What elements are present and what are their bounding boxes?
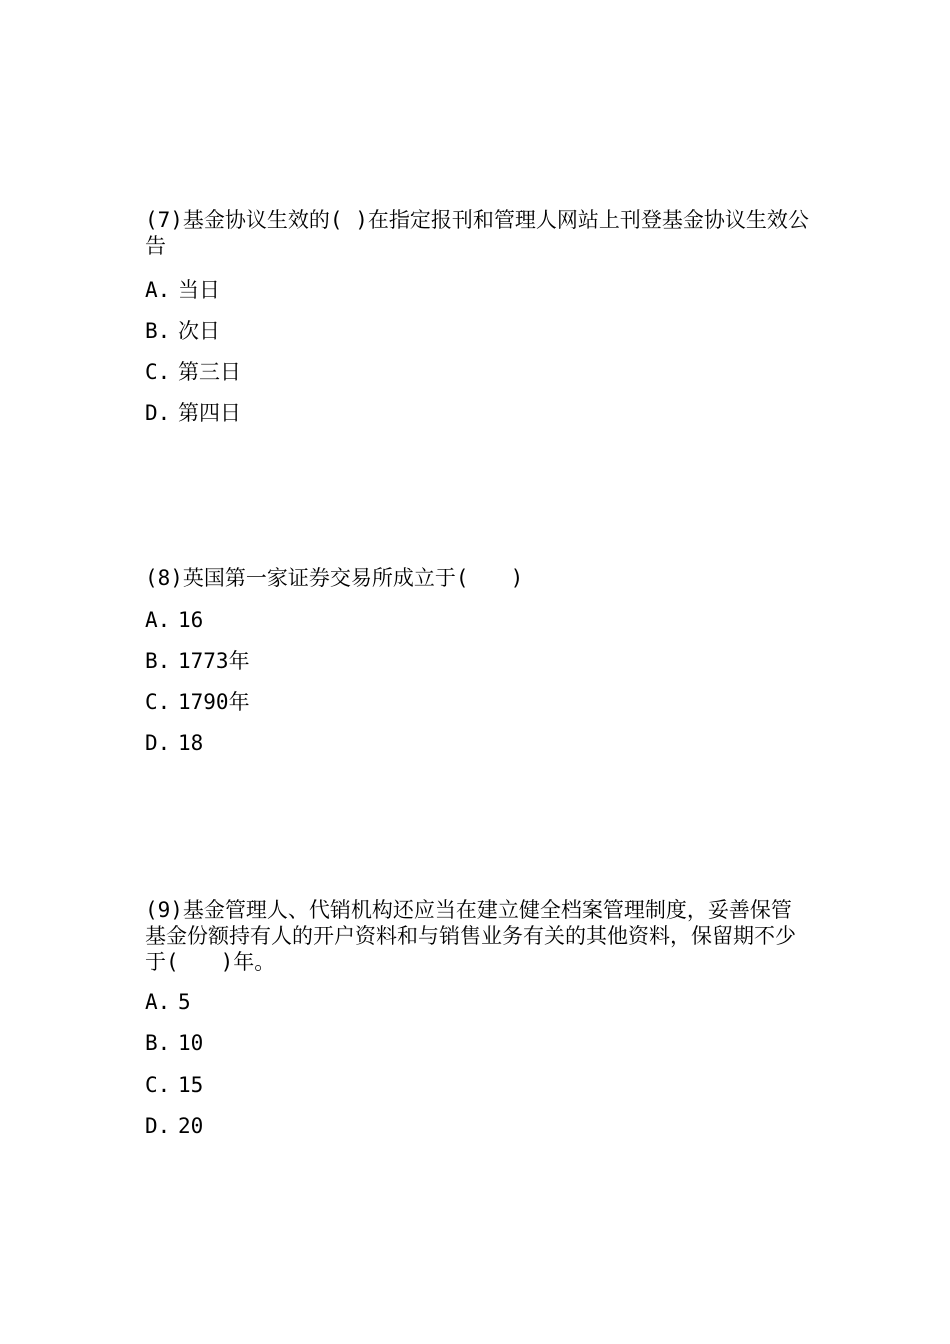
option-letter: B.	[145, 319, 171, 343]
option-d	[145, 1113, 203, 1139]
option-a	[145, 277, 220, 303]
option-d	[145, 730, 203, 756]
option-letter: D.	[145, 1114, 171, 1138]
option-letter: B.	[145, 1031, 171, 1055]
option-text: 次日	[178, 319, 220, 343]
question-stem: (7)基金协议生效的( )在指定报刊和管理人网站上刊登基金协议生效公告	[145, 208, 809, 258]
question-stem: (8)英国第一家证券交易所成立于( )	[145, 566, 524, 590]
question-8	[145, 565, 810, 755]
option-b	[145, 648, 250, 674]
option-text: 当日	[178, 278, 220, 302]
option-c	[145, 689, 250, 715]
question-7	[145, 207, 810, 425]
option-letter: A.	[145, 608, 171, 632]
option-letter: C.	[145, 360, 171, 384]
option-c	[145, 1072, 203, 1098]
option-text: 10	[178, 1031, 204, 1055]
option-text: 16	[178, 608, 204, 632]
question-9	[145, 897, 810, 1138]
option-text: 5	[178, 990, 191, 1014]
option-letter: D.	[145, 731, 171, 755]
option-text: 1790年	[178, 690, 250, 714]
option-letter: A.	[145, 278, 171, 302]
option-b	[145, 1030, 203, 1056]
option-text: 1773年	[178, 649, 250, 673]
option-text: 18	[178, 731, 204, 755]
option-b	[145, 318, 220, 344]
option-text: 第四日	[178, 401, 241, 425]
option-letter: C.	[145, 690, 171, 714]
question-stem: (9)基金管理人、代销机构还应当在建立健全档案管理制度，妥善保管基金份额持有人的开户资料和与销售业务有关的其他资料，保留期不少于( )年。	[145, 898, 796, 974]
option-text: 15	[178, 1073, 204, 1097]
option-text: 第三日	[178, 360, 241, 384]
option-letter: A.	[145, 990, 171, 1014]
option-a	[145, 607, 203, 633]
option-letter: D.	[145, 401, 171, 425]
option-c	[145, 359, 241, 385]
option-d	[145, 400, 241, 426]
option-text: 20	[178, 1114, 204, 1138]
option-a	[145, 989, 191, 1015]
option-letter: B.	[145, 649, 171, 673]
option-letter: C.	[145, 1073, 171, 1097]
